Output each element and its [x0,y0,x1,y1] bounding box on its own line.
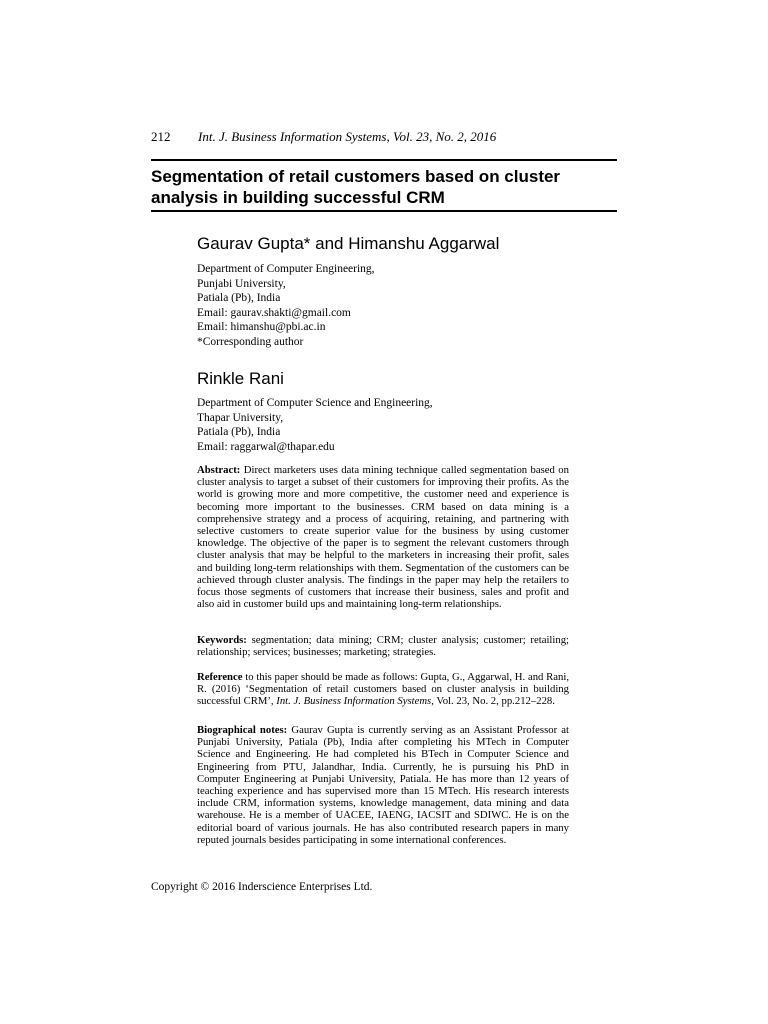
email-line: Email: gaurav.shakti@gmail.com [197,306,351,319]
affiliation-1 [197,262,577,350]
abstract [197,464,569,610]
biographical-notes [197,724,569,846]
affiliation-line: Patiala (Pb), India [197,292,281,305]
page-number: 212 [151,129,171,144]
affiliation-line: Punjabi University, [197,277,286,290]
reference-text-end: , Vol. 23, No. 2, pp.212–228. [431,695,555,708]
affiliation-line: Department of Computer Science and Engineering, [197,397,433,409]
reference-journal: Int. J. Business Information Systems [276,695,432,708]
abstract-text: Direct marketers uses data mining technique called segmentation based on cluster analysis to target a subset of their customers for improving their profits. As the world is growing more and more competitive, the customer need and experience is becoming more important to the businesses. CRM based on data mining is a comprehensive strategy and a process of acquiring, retaining, and partnering with selective customers to create superior value for the business by using customer knowledge. The objective of the paper is to segment the relevant customers through cluster analysis that may be helpful to the marketers in increasing their profit, sales and building long-term relationships with them. Segmentation of the customers can be achieved through cluster analysis. The findings in the paper may help the retailers to focus those segments of customers that increase their business, sales and profit and also aid in customer build ups and maintaining long-term relationships. [197,464,569,611]
title-rule-top [151,159,617,161]
title-rule-bottom [151,210,617,212]
paper-title: Segmentation of retail customers based on cluster analysis in building successful CRM [151,167,561,207]
reference-label: Reference [197,671,243,683]
journal-citation: Int. J. Business Information Systems, Vol. 23, No. 2, 2016 [198,129,497,144]
running-header [151,129,617,145]
reference-text: to this paper should be made as follows: Gupta, G., Aggarwal, H. and Rani, R. (2016) ‘Segmentation of retail customers based on cluster analysis in building successful CRM’, [197,671,569,708]
affiliation-line: Thapar University, [197,411,284,424]
affiliation-line: Department of Computer Engineering, [197,263,375,275]
keywords-text: segmentation; data mining; CRM; cluster analysis; customer; retailing; relationship; services; businesses; marketing; strategies. [197,634,570,659]
reference [197,671,569,708]
email-line: Email: himanshu@pbi.ac.in [197,321,326,334]
affiliation-2 [197,396,577,454]
keywords [197,634,569,658]
abstract-label: Abstract: [197,464,241,476]
copyright-notice: Copyright © 2016 Inderscience Enterprises Ltd. [151,881,373,893]
author-names-2: Rinkle Rani [197,369,284,388]
corresponding-author-note: *Corresponding author [197,335,304,348]
bio-text: Gaurav Gupta is currently serving as an Assistant Professor at Punjabi University, Patiala (Pb), India after completing his MTech in Computer Science and Engineering. He had completed his BTech in Computer Science and Engineering from PTU, Jalandhar, India. Currently, he is pursuing his PhD in Computer Engineering at Punjabi University, Patiala. He has more than 12 years of teaching experience and has supervised more than 15 MTech. His research interests include CRM, information systems, knowledge management, data mining and data warehouse. He is a member of UACEE, IAENG, IACSIT and SDIWC. He is on the editorial board of various journals. He has also contributed research papers in many reputed journals besides participating in some international conferences. [197,724,569,846]
bio-label: Biographical notes: [197,724,288,736]
author-names-1: Gaurav Gupta* and Himanshu Aggarwal [197,234,500,253]
email-line: Email: raggarwal@thapar.edu [197,440,335,453]
affiliation-line: Patiala (Pb), India [197,426,281,439]
keywords-label: Keywords: [197,634,247,646]
